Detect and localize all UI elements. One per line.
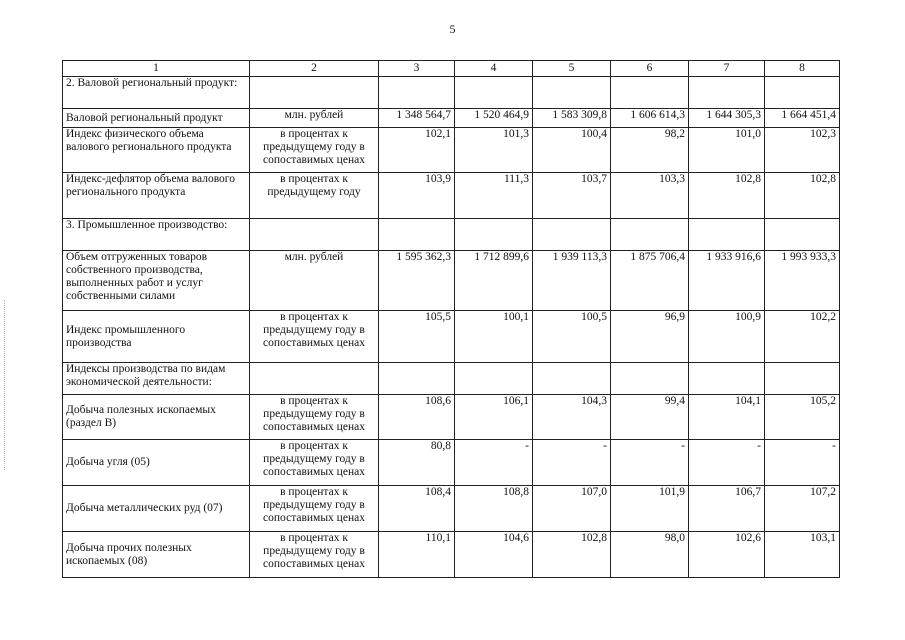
value-cell: 103,3 [611,173,689,219]
row-name: Валовой региональный продукт [63,109,250,128]
row-unit: в процентах к предыдущему году в сопоставимых ценах [250,395,379,440]
value-cell [533,77,611,109]
column-header: 8 [765,61,840,77]
value-cell: 98,0 [611,532,689,578]
value-cell: 1 712 899,6 [455,251,533,311]
value-cell: 102,8 [765,173,840,219]
value-cell: 1 595 362,3 [379,251,455,311]
value-cell: 80,8 [379,440,455,486]
row-unit: в процентах к предыдущему году в сопоставимых ценах [250,486,379,532]
value-cell: 102,2 [765,311,840,363]
value-cell: 110,1 [379,532,455,578]
column-header: 3 [379,61,455,77]
row-name: 3. Промышленное производство: [63,219,250,251]
value-cell: 1 939 113,3 [533,251,611,311]
column-header: 7 [689,61,765,77]
value-cell: 100,5 [533,311,611,363]
table-row [63,77,840,109]
value-cell: 103,9 [379,173,455,219]
header-row [63,61,840,77]
row-name: Добыча полезных ископаемых (раздел B) [63,395,250,440]
value-cell [765,77,840,109]
value-cell: 1 520 464,9 [455,109,533,128]
value-cell: 100,4 [533,128,611,173]
value-cell [379,219,455,251]
value-cell: 98,2 [611,128,689,173]
value-cell: 107,0 [533,486,611,532]
row-name: Объем отгруженных товаров собственного производства, выполненных работ и услуг собственными силами [63,251,250,311]
row-name: Добыча угля (05) [63,440,250,486]
value-cell [455,219,533,251]
value-cell: 102,6 [689,532,765,578]
value-cell: 1 875 706,4 [611,251,689,311]
column-header: 4 [455,61,533,77]
value-cell: 105,2 [765,395,840,440]
value-cell [455,77,533,109]
row-name: Добыча металлических руд (07) [63,486,250,532]
value-cell: 102,3 [765,128,840,173]
row-unit [250,77,379,109]
column-header: 2 [250,61,379,77]
value-cell: 101,9 [611,486,689,532]
table-row [63,128,840,173]
value-cell: 108,4 [379,486,455,532]
value-cell [765,363,840,395]
value-cell [611,363,689,395]
row-unit: в процентах к предыдущему году [250,173,379,219]
table-row [63,440,840,486]
value-cell: 104,3 [533,395,611,440]
column-header: 5 [533,61,611,77]
value-cell: 105,5 [379,311,455,363]
value-cell [765,219,840,251]
row-name: Добыча прочих полезных ископаемых (08) [63,532,250,578]
value-cell: 102,8 [533,532,611,578]
row-unit: в процентах к предыдущему году в сопоставимых ценах [250,532,379,578]
table-row [63,395,840,440]
value-cell [689,363,765,395]
value-cell: 106,7 [689,486,765,532]
row-unit [250,219,379,251]
scan-edge-mark [4,300,6,470]
value-cell: 1 664 451,4 [765,109,840,128]
row-name: Индексы производства по видам экономической деятельности: [63,363,250,395]
value-cell: - [611,440,689,486]
value-cell: 99,4 [611,395,689,440]
value-cell: - [689,440,765,486]
row-name: Индекс промышленного производства [63,311,250,363]
value-cell [689,77,765,109]
value-cell: 1 644 305,3 [689,109,765,128]
table-row [63,486,840,532]
value-cell: 101,3 [455,128,533,173]
table-row [63,219,840,251]
table-row [63,363,840,395]
value-cell: 101,0 [689,128,765,173]
value-cell: - [455,440,533,486]
value-cell: 102,1 [379,128,455,173]
value-cell: 1 583 309,8 [533,109,611,128]
value-cell: 111,3 [455,173,533,219]
value-cell: 1 933 916,6 [689,251,765,311]
table-row [63,173,840,219]
value-cell [379,363,455,395]
table-row [63,311,840,363]
value-cell: 100,9 [689,311,765,363]
statistics-table [62,60,840,578]
row-unit [250,363,379,395]
row-unit: в процентах к предыдущему году в сопоставимых ценах [250,311,379,363]
column-header: 6 [611,61,689,77]
row-name: Индекс физического объема валового регионального продукта [63,128,250,173]
row-unit: млн. рублей [250,251,379,311]
row-name: 2. Валовой региональный продукт: [63,77,250,109]
table-row [63,109,840,128]
value-cell: - [765,440,840,486]
row-unit: в процентах к предыдущему году в сопоставимых ценах [250,128,379,173]
column-header: 1 [63,61,250,77]
value-cell: 107,2 [765,486,840,532]
value-cell: 102,8 [689,173,765,219]
value-cell [533,219,611,251]
value-cell: 1 606 614,3 [611,109,689,128]
value-cell [455,363,533,395]
value-cell: 106,1 [455,395,533,440]
table-row [63,532,840,578]
value-cell: 1 993 933,3 [765,251,840,311]
row-unit: млн. рублей [250,109,379,128]
value-cell: 1 348 564,7 [379,109,455,128]
value-cell: 108,6 [379,395,455,440]
value-cell: 103,1 [765,532,840,578]
value-cell: 108,8 [455,486,533,532]
value-cell [379,77,455,109]
row-name: Индекс-дефлятор объема валового регионального продукта [63,173,250,219]
page-number: 5 [449,22,456,36]
value-cell [611,219,689,251]
value-cell [689,219,765,251]
value-cell: 100,1 [455,311,533,363]
value-cell: 104,6 [455,532,533,578]
value-cell: 104,1 [689,395,765,440]
row-unit: в процентах к предыдущему году в сопоставимых ценах [250,440,379,486]
table-row [63,251,840,311]
value-cell: 103,7 [533,173,611,219]
value-cell: 96,9 [611,311,689,363]
value-cell: - [533,440,611,486]
value-cell [611,77,689,109]
value-cell [533,363,611,395]
